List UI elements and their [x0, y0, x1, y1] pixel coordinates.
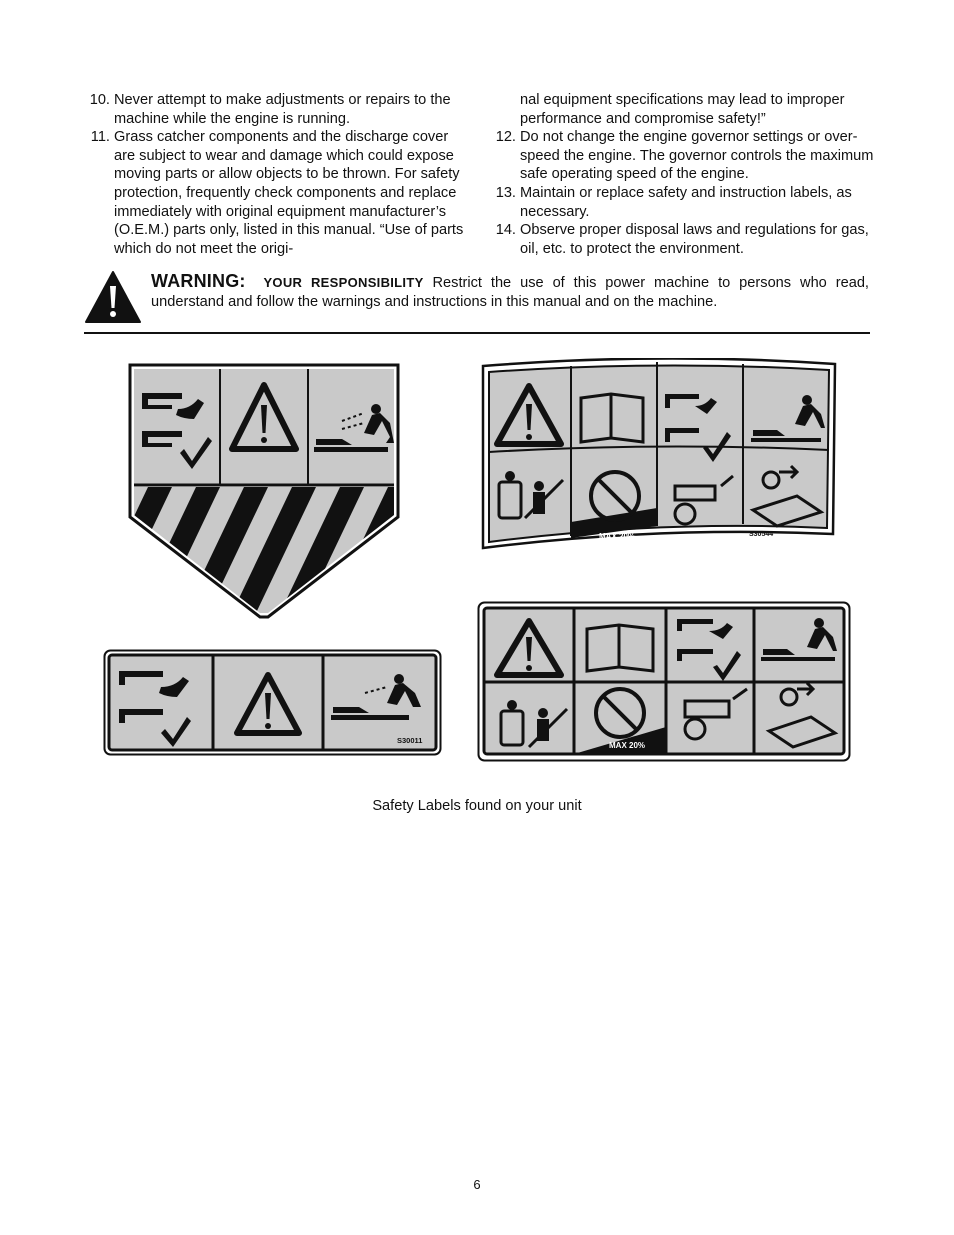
safety-label-8-panel	[477, 601, 851, 762]
max-slope-text-2: MAX 20%	[609, 741, 646, 750]
max-slope-text: MAX 20%	[599, 532, 636, 541]
warning-title: WARNING:	[151, 271, 246, 291]
label-code-s30544: S30544	[749, 531, 774, 538]
divider	[84, 332, 870, 334]
left-column	[84, 91, 464, 258]
list-item-continuation: nal equipment specifications may lead to improper performance and compromise safety!”	[520, 92, 845, 127]
safety-label-s30544	[481, 358, 837, 552]
list-item-14: 14. Observe proper disposal laws and regulations for gas, oil, etc. to protect the environment.	[495, 222, 869, 257]
list-item-13: 13. Maintain or replace safety and instruction labels, as necessary.	[495, 184, 852, 220]
safety-label-s30011	[103, 649, 442, 756]
safety-label-shield	[128, 363, 400, 619]
list-item-12: 12. Do not change the engine governor settings or over-speed the engine. The governor controls the maximum safe operating speed of the engine.	[495, 129, 874, 183]
warning-text: Restrict the use of this power machine to persons who read, understand and follow the warnings and instructions in this manual and on the machine.	[151, 275, 869, 310]
warning-triangle-icon	[84, 270, 142, 324]
list-item-11: 11. Grass catcher components and the discharge cover are subject to wear and damage which could expose moving parts or allow objects to be thrown. For safety protection, frequently check components and replace immediately with original equipment manufacturer’s (O.E.M.) parts only, listed in this manual. “Use of parts which do not meet the origi-	[90, 129, 464, 257]
figure-caption: Safety Labels found on your unit	[372, 798, 582, 814]
warning-paragraph	[151, 272, 869, 312]
page-number: 6	[473, 1177, 481, 1192]
warning-subtitle: YOUR RESPONSIBILITY	[263, 275, 424, 290]
list-item-10: 10. Never attempt to make adjustments or repairs to the machine while the engine is running.	[89, 92, 451, 127]
label-code-s30011: S30011	[397, 736, 423, 745]
right-column	[490, 91, 875, 258]
